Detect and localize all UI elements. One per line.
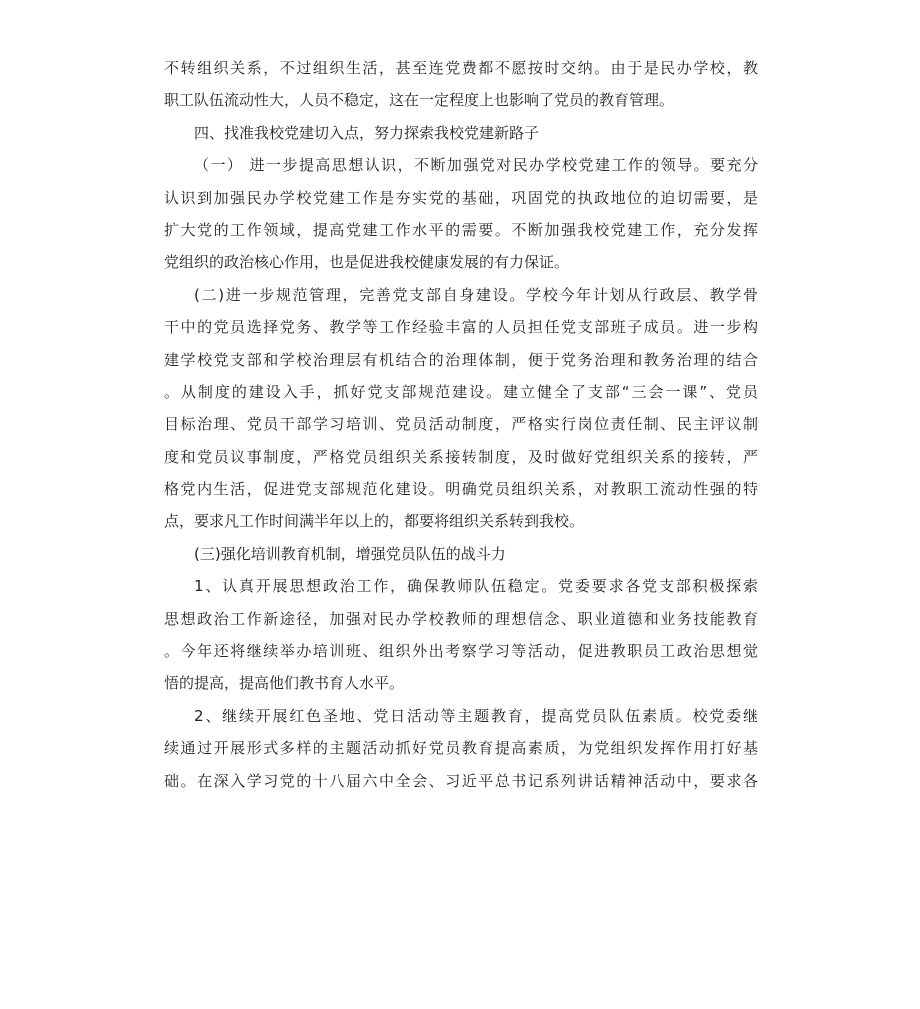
text-line: 职工队伍流动性大，人员不稳定，这在一定程度上也影响了党员的教育管理。: [164, 91, 675, 110]
text-line: 。今年还将继续举办培训班、组织外出考察学习等活动，促进教职员工政治思想觉: [164, 642, 758, 661]
text-line: 党组织的政治核心作用，也是促进我校健康发展的有力保证。: [164, 253, 570, 272]
text-line: 不转组织关系，不过组织生活，甚至连党费都不愿按时交纳。由于是民办学校，教: [164, 59, 758, 77]
text-line: 四、找准我校党建切入点，努力探索我校党建新路子: [194, 123, 540, 142]
text-line: 。从制度的建设入手，抓好党支部规范建设。建立健全了支部“三会一课”、党员: [164, 382, 758, 401]
document-body: [164, 52, 758, 797]
text-line: 点，要求凡工作时间满半年以上的，都要将组织关系转到我校。: [164, 512, 585, 531]
text-line: 2、继续开展红色圣地、党日活动等主题教育，提高党员队伍素质。校党委继: [194, 706, 758, 725]
text-line: 础。在深入学习党的十八届六中全会、习近平总书记系列讲话精神活动中，要求各: [164, 771, 758, 790]
text-line: 续通过开展形式多样的主题活动抓好党员教育提高素质，为党组织发挥作用打好基: [164, 739, 758, 758]
text-line: 认识到加强民办学校党建工作是夯实党的基础，巩固党的执政地位的迫切需要，是: [164, 188, 758, 207]
text-line: 建学校党支部和学校治理层有机结合的治理体制，便于党务治理和教务治理的结合: [164, 350, 758, 369]
document-page: [164, 52, 758, 797]
text-line: 目标治理、党员干部学习培训、党员活动制度，严格实行岗位责任制、民主评议制: [164, 415, 758, 434]
text-line: 格党内生活，促进党支部规范化建设。明确党员组织关系，对教职工流动性强的特: [164, 480, 758, 499]
text-line: （一） 进一步提高思想认识，不断加强党对民办学校党建工作的领导。要充分: [194, 156, 758, 175]
text-line: (三)强化培训教育机制，增强党员队伍的战斗力: [194, 544, 506, 563]
text-line: 1、认真开展思想政治工作，确保教师队伍稳定。党委要求各党支部积极探索: [194, 577, 758, 596]
text-line: 悟的提高，提高他们教书育人水平。: [164, 674, 405, 693]
text-line: 干中的党员选择党务、教学等工作经验丰富的人员担任党支部班子成员。进一步构: [164, 318, 758, 337]
text-line: 思想政治工作新途径，加强对民办学校教师的理想信念、职业道德和业务技能教育: [164, 609, 758, 628]
text-line: (二)进一步规范管理，完善党支部自身建设。学校今年计划从行政层、教学骨: [194, 285, 758, 304]
text-line: 扩大党的工作领域，提高党建工作水平的需要。不断加强我校党建工作，充分发挥: [164, 220, 758, 239]
text-line: 度和党员议事制度，严格党员组织关系接转制度，及时做好党组织关系的接转，严: [164, 447, 758, 466]
